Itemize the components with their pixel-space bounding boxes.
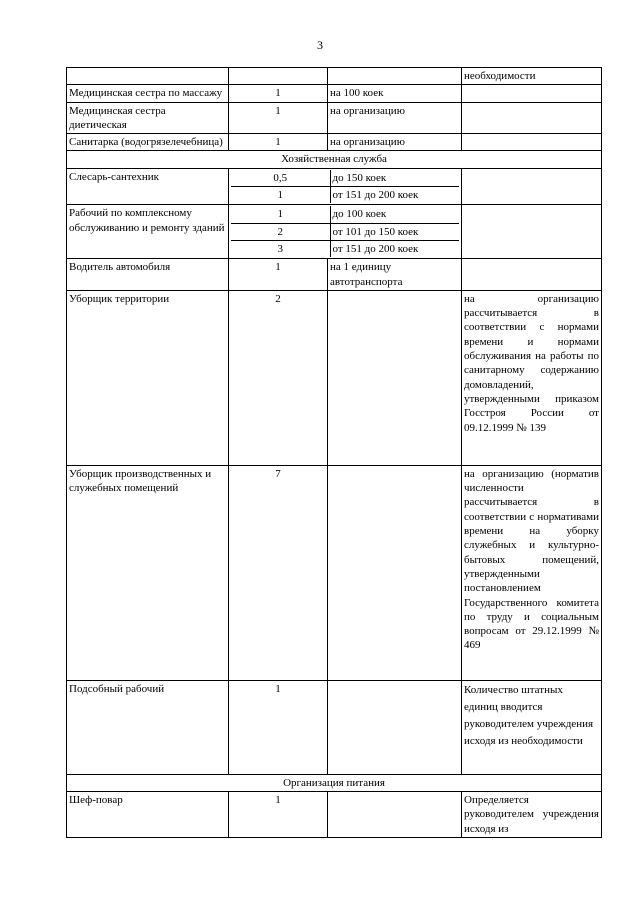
- position-cell: Уборщик территории: [67, 290, 229, 465]
- note-cell: Количество штатных единиц вводится руководителем учреждения исходя из необходимости: [462, 680, 602, 774]
- table-row: [67, 68, 602, 85]
- norm-cell: до 150 коек: [330, 170, 459, 187]
- norm-cell: на организацию: [328, 134, 462, 151]
- position-cell: Медицинская сестра по массажу: [67, 85, 229, 102]
- repair-subtable: [231, 206, 459, 257]
- count-cell: 1: [231, 187, 330, 204]
- section-row: [67, 151, 602, 168]
- staffing-table: [66, 67, 602, 838]
- table-row: [67, 792, 602, 838]
- section-title-household: Хозяйственная служба: [67, 151, 602, 168]
- norm-cell: на организацию: [328, 102, 462, 134]
- table-row: [67, 85, 602, 102]
- norm-cell: до 100 коек: [330, 206, 459, 223]
- count-cell: 0,5: [273, 171, 288, 184]
- norm-cell: на 1 единицу автотранспорта: [328, 259, 462, 291]
- count-cell: 1: [229, 680, 328, 774]
- note-cell: необходимости: [462, 68, 602, 85]
- plumber-subtable: [231, 170, 459, 204]
- count-cell: 1: [229, 102, 328, 134]
- count-cell: 1: [229, 792, 328, 838]
- position-cell: Медицинская сестра диетическая: [67, 102, 229, 134]
- position-cell: Рабочий по комплексному обслуживанию и ремонту зданий: [67, 205, 229, 259]
- position-cell: Подсобный рабочий: [67, 680, 229, 774]
- count-cell: 7: [229, 465, 328, 680]
- table-row: [67, 205, 602, 259]
- norm-cell: [328, 465, 462, 680]
- section-row: [67, 774, 602, 791]
- position-cell: Водитель автомобиля: [67, 259, 229, 291]
- table-row: [67, 290, 602, 465]
- norm-cell: [328, 680, 462, 774]
- repair-subtable-cell: [229, 205, 462, 259]
- norm-cell: [328, 792, 462, 838]
- note-cell: [462, 205, 602, 259]
- position-cell: [67, 68, 229, 85]
- table-row: [67, 168, 602, 205]
- position-cell: Шеф-повар: [67, 792, 229, 838]
- note-cell: [462, 134, 602, 151]
- note-cell: Определяется руководителем учреждения исходя из: [462, 792, 602, 838]
- page-number: 3: [317, 38, 323, 52]
- section-title-catering: Организация питания: [67, 774, 602, 791]
- table-row: [67, 102, 602, 134]
- norm-cell: от 151 до 200 коек: [330, 240, 459, 257]
- norm-cell: от 151 до 200 коек: [330, 187, 459, 204]
- count-cell: 1: [229, 259, 328, 291]
- count-cell: [229, 68, 328, 85]
- table-row: [67, 680, 602, 774]
- table-row: [67, 134, 602, 151]
- position-cell: Санитарка (водогрязелечебница): [67, 134, 229, 151]
- position-cell: Уборщик производственных и служебных помещений: [67, 465, 229, 680]
- count-cell: 2: [229, 290, 328, 465]
- norm-cell: [328, 68, 462, 85]
- norm-cell: на 100 коек: [328, 85, 462, 102]
- table-row: [67, 465, 602, 680]
- table-row: [67, 259, 602, 291]
- count-cell: 1: [229, 85, 328, 102]
- note-cell: на организацию (норматив численности рассчитывается в соответствии с нормативами времени на уборку служебных и культурно-бытовых помещений, утвержденными постановлением Государственного комитета по труду и социальным вопросам от 29.12.1999 № 469: [462, 465, 602, 680]
- note-cell: [462, 102, 602, 134]
- plumber-subtable-cell: [229, 168, 462, 205]
- count-cell: 1: [229, 134, 328, 151]
- norm-cell: [328, 290, 462, 465]
- count-cell: 1: [277, 208, 283, 221]
- count-cell: 2: [231, 223, 330, 240]
- note-cell: на организацию рассчитывается в соответствии с нормами времени и нормами обслуживания на работы по санитарному содержанию домовладений, утвержденными приказом Госстроя России от 09.12.1999 № 139: [462, 290, 602, 465]
- note-cell: [462, 168, 602, 205]
- position-cell: Слесарь-сантехник: [67, 168, 229, 205]
- note-cell: [462, 259, 602, 291]
- norm-cell: от 101 до 150 коек: [330, 223, 459, 240]
- note-cell: [462, 85, 602, 102]
- count-cell: 3: [231, 240, 330, 257]
